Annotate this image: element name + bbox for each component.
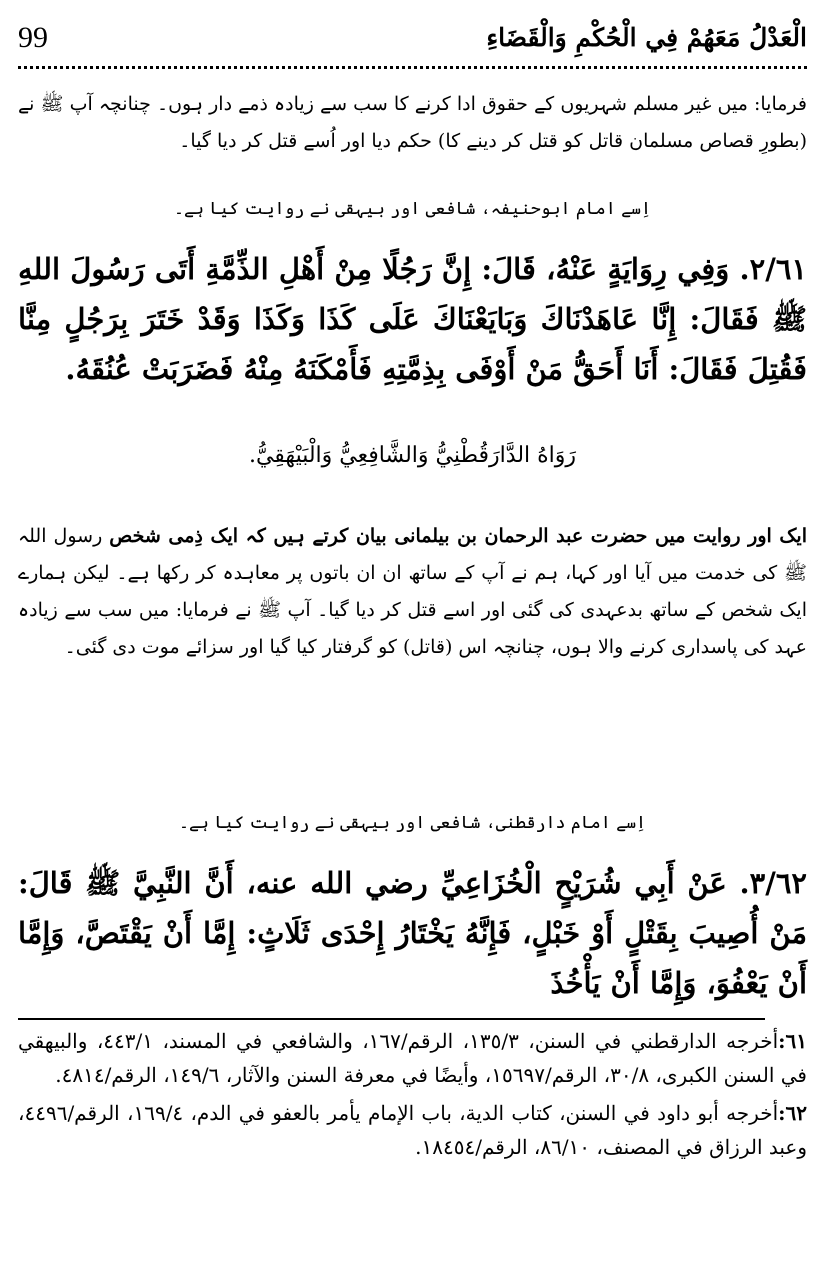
hadith-number: ٢/٦١.	[739, 252, 807, 286]
running-title: الْعَدْلُ مَعَهُمْ فِي الْحُكْمِ وَالْقَضَاءِ	[486, 23, 807, 52]
hadith-number: ٣/٦٢.	[739, 866, 807, 900]
footnote-62	[18, 1096, 807, 1164]
header-dotted-rule	[18, 66, 807, 69]
hadith-lead: وَفِي رِوَايَةٍ عَنْهُ،	[546, 252, 730, 286]
page-number: 99	[18, 21, 48, 54]
footnotes	[18, 1024, 807, 1168]
hadith-61-arabic	[18, 244, 807, 394]
hadith-text: قَالَ: إِنَّ رَجُلًا مِنْ أَهْلِ الذِّمَّةِ أَتَى رَسُولَ اللهِ ﷺ فَقَالَ: إِنَّا عَاهَدْنَاكَ وَبَايَعْنَاكَ عَلَى كَذَا وَكَذَا وَقَدْ خَتَرَ بِرَجُلٍ مِنَّا فَقُتِلَ فَقَالَ: أَنَا أَحَقُّ مَنْ أَوْفَى بِذِمَّتِهِ فَأَمْكَنَهُ مِنْهُ فَضَرَبَتْ عُنُقَهُ.	[18, 252, 807, 386]
footnote-separator	[18, 1018, 765, 1020]
hadith-61-urdu-translation	[18, 518, 807, 666]
footnote-number: ٦١:	[778, 1029, 808, 1053]
urdu-reference-line: اِسے امام ابوحنیفہ، شافعی اور بیہقی نے روایت کیا ہے۔	[174, 199, 651, 219]
hadith-62-arabic	[18, 858, 807, 1008]
page-header	[18, 18, 807, 58]
footnote-number: ٦٢:	[778, 1101, 807, 1125]
hadith-lead: عَنْ أَبِي شُرَيْحٍ الْخُزَاعِيِّ رضي الله عنه، أَنَّ النَّبِيَّ ﷺ	[85, 866, 727, 900]
hadith-text: قَالَ: مَنْ أُصِيبَ بِقَتْلٍ أَوْ خَبْلٍ، فَإِنَّهُ يَخْتَارُ إِحْدَى ثَلَاثٍ: إِمَّا أَنْ يَقْتَصَّ، وَإِمَّا أَنْ يَعْفُوَ، وَإِمَّا أَنْ يَأْخُذَ	[18, 866, 807, 1000]
urdu-text: رسول اللہ ﷺ کی خدمت میں آیا اور کہا، ہم نے آپ کے ساتھ ان ان باتوں پر معاہدہ کر رکھا ہے۔ لیکن ہمارے ایک شخص کے ساتھ بدعہدی کی گئی اور اسے قتل کر دیا گیا۔ آپ ﷺ نے فرمایا: میں سب سے زیادہ عہد کی پاسداری کرنے والا ہوں، چنانچہ اس (قاتل) کو گرفتار کیا گیا اور سزائے موت دی گئی۔	[18, 525, 807, 658]
urdu-paragraph-continued: فرمایا: میں غیر مسلم شہریوں کے حقوق ادا کرنے کا سب سے زیادہ ذمے دار ہوں۔ چنانچہ آپ ﷺ نے (بطورِ قصاص مسلمان قاتل کو قتل کر دینے کا) حکم دیا اور اُسے قتل کر دیا گیا۔	[18, 93, 807, 152]
urdu-lead: ایک اور روایت میں حضرت عبد الرحمان بن بیلمانی بیان کرتے ہیں کہ ایک ذِمی شخص	[109, 525, 807, 547]
footnote-text: أخرجه الدارقطني في السنن، ١٣٥/٣، الرقم/١٦٧، والشافعي في المسند، ٤٤٣/١، والبيهقي في السنن الكبرى، ٣٠/٨، الرقم/١٥٦٩٧، وأيضًا في معرفة السنن والآثار، ١٤٩/٦، الرقم/٤٨١٤.	[18, 1029, 807, 1087]
footnote-61	[18, 1024, 807, 1092]
hadith-61-narrators: رَوَاهُ الدَّارَقُطْنِيُّ وَالشَّافِعِيُّ وَالْبَيْهَقِيُّ.	[248, 443, 577, 468]
urdu-reference-line-2: اِسے امام دارقطنی، شافعی اور بیہقی نے روایت کیا ہے۔	[179, 813, 646, 833]
footnote-text: أخرجه أبو داود في السنن، كتاب الدية، باب الإمام يأمر بالعفو في الدم، ١٦٩/٤، الرقم/٤٤٩٦، وعبد الرزاق في المصنف، ٨٦/١٠، الرقم/١٨٤٥٤.	[18, 1101, 807, 1159]
